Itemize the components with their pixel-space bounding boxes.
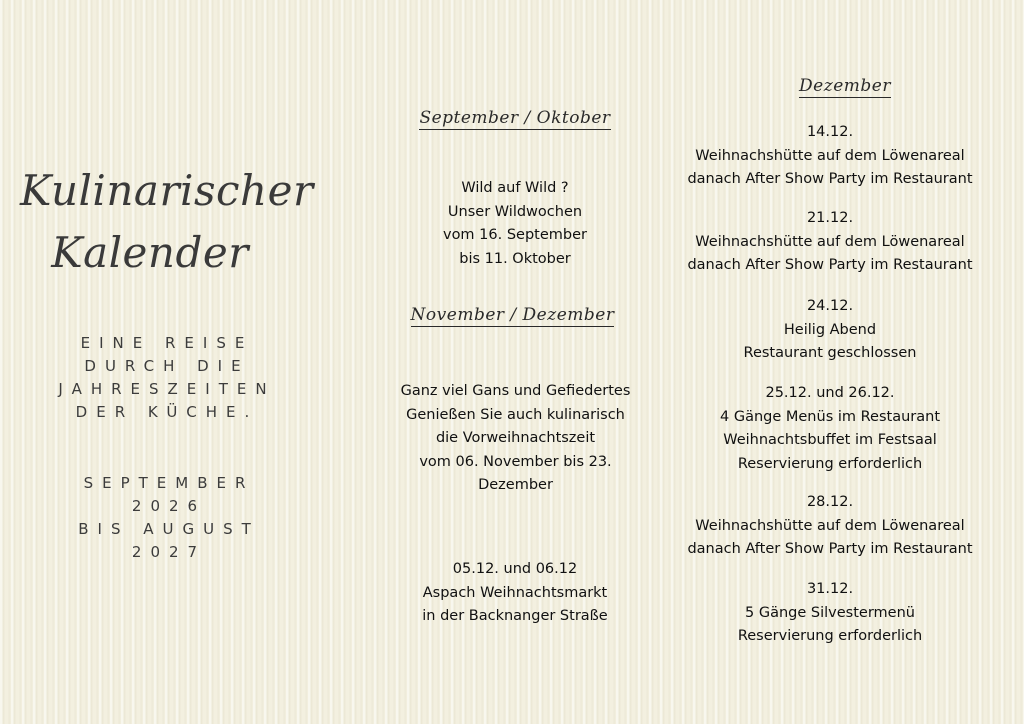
entry-date: 31.12.	[806, 581, 854, 597]
entry-line: Weihnachshütte auf dem Löwenareal	[695, 147, 965, 164]
text-line: Ganz viel Gans und Gefiedertes	[400, 383, 631, 399]
entry-line: Weihnachshütte auf dem Löwenareal	[695, 233, 965, 250]
heading-dezember	[770, 76, 920, 98]
subtitle-line: DURCH DIE	[84, 357, 250, 375]
entry-line: Restaurant geschlossen	[743, 345, 917, 361]
date-line: BIS AUGUST	[78, 520, 260, 538]
entry-line: 5 Gänge Silvestermenü	[745, 604, 915, 621]
heading-text: September / Oktober	[419, 108, 611, 128]
text-line: Unser Wildwochen	[447, 203, 583, 220]
text-line: Dezember	[478, 477, 553, 493]
dezember-entry	[660, 382, 1000, 476]
entry-line: Reservierung erforderlich	[737, 455, 923, 472]
text-line: Aspach Weihnachtsmarkt	[422, 584, 608, 601]
subtitle-line: JAHRESZEITEN	[58, 380, 276, 398]
dezember-entry	[660, 207, 1000, 278]
entry-date: 14.12.	[806, 124, 854, 140]
entry-date: 21.12.	[806, 210, 854, 226]
entry-date: 25.12. und 26.12.	[765, 385, 895, 401]
entry-line: danach After Show Party im Restaurant	[687, 171, 973, 187]
gans-text	[368, 380, 663, 498]
entry-line: Heilig Abend	[783, 321, 877, 338]
subtitle-line: EINE REISE	[80, 334, 254, 352]
entry-date: 24.12.	[806, 298, 854, 314]
entry-line: Reservierung erforderlich	[737, 628, 923, 644]
entry-line: danach After Show Party im Restaurant	[687, 541, 973, 557]
entry-line: Weihnachtsbuffet im Festsaal	[723, 432, 937, 448]
heading-text: Dezember	[799, 76, 891, 96]
text-line: Wild auf Wild ?	[461, 180, 569, 196]
entry-date: 28.12.	[806, 494, 854, 510]
dezember-entry	[660, 491, 1000, 562]
dezember-entry	[660, 295, 1000, 366]
text-line: bis 11. Oktober	[459, 250, 571, 267]
dezember-entry	[660, 578, 1000, 649]
cover-date-range	[24, 472, 314, 564]
text-line: vom 16. September	[442, 227, 587, 243]
entry-line: 4 Gänge Menüs im Restaurant	[720, 408, 940, 425]
text-line: 05.12. und 06.12	[452, 561, 578, 577]
text-line: die Vorweihnachtszeit	[435, 430, 596, 446]
wildwochen-text	[400, 177, 630, 271]
text-line: vom 06. November bis 23.	[419, 453, 612, 470]
weihnachtsmarkt-text	[380, 558, 650, 629]
heading-text: November / Dezember	[410, 305, 615, 325]
heading-september-oktober	[390, 108, 640, 130]
text-line: Genießen Sie auch kulinarisch	[406, 406, 625, 423]
date-line: 2026	[131, 497, 207, 515]
heading-november-dezember	[385, 305, 640, 327]
cover-title-line: Kalender	[51, 228, 249, 277]
text-line: in der Backnanger Straße	[422, 608, 608, 624]
subtitle-line: DER KÜCHE.	[75, 403, 259, 421]
cover-title-line: Kulinarischer	[20, 166, 314, 215]
entry-line: danach After Show Party im Restaurant	[687, 257, 973, 273]
date-line: 2027	[131, 543, 207, 561]
entry-line: Weihnachshütte auf dem Löwenareal	[695, 517, 965, 534]
date-line: SEPTEMBER	[83, 474, 255, 492]
cover-title	[20, 160, 314, 284]
dezember-entry	[660, 121, 1000, 192]
cover-subtitle	[22, 332, 312, 424]
